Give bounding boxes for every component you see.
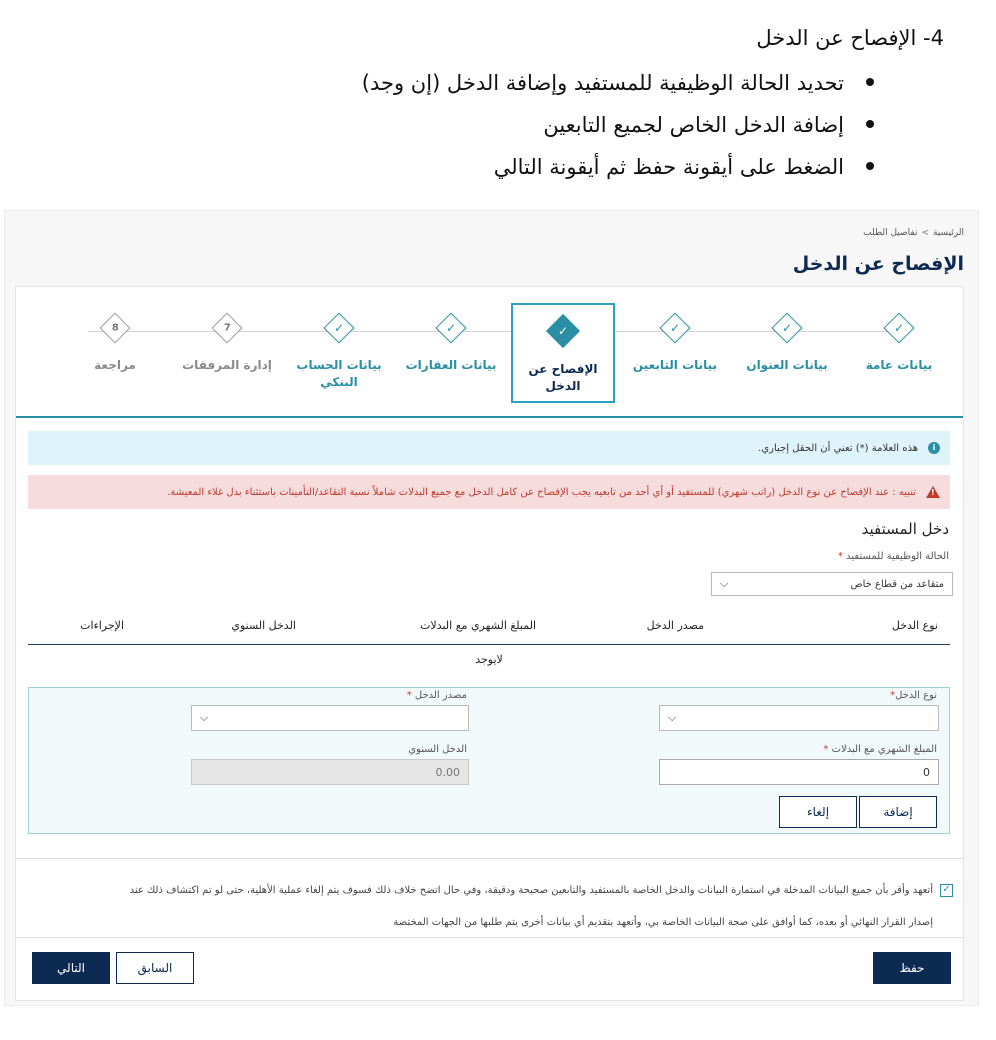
add-income-button[interactable]: إضافة (859, 796, 937, 828)
pledge-text-line-1: أتعهد وأقر بأن جميع البيانات المدخلة في استمارة البيانات والدخل الخاصة بالمستفيد والتابعين صحيحة ودقيقة، وفي حال اتضح خلاف ذلك فسوف يتم إلغاء عملية الأهلية، حتى لو تم اكتشاف ذلك عند (129, 885, 933, 896)
step-label: بيانات العنوان (746, 358, 828, 372)
step-check-icon: ✓ (546, 314, 580, 348)
warning-text: تنبيه : عند الإفصاح عن نوع الدخل (راتب شهري) للمستفيد أو أي أحد من تابعيه يجب الإفصاح عن كامل الدخل مع جميع البدلات شاملاً نسبة التقاعد/التأمينات باستثناء بدل غلاء المعيشة. (167, 486, 916, 498)
column-income-source: مصدر الدخل (646, 619, 704, 632)
breadcrumb (863, 228, 964, 238)
step-label: بيانات عامة (865, 358, 933, 372)
form-card (15, 286, 964, 1001)
column-annual-income: الدخل السنوي (231, 619, 296, 632)
app-screenshot (4, 210, 979, 1006)
required-fields-info (28, 431, 950, 465)
step-label: مراجعة (94, 358, 136, 372)
income-source-select[interactable] (191, 705, 469, 731)
instructions-heading: 4- الإفصاح عن الدخل (756, 26, 944, 50)
step-attachments[interactable] (175, 303, 279, 374)
monthly-amount-input[interactable]: 0 (659, 759, 939, 785)
employment-status-select[interactable]: متقاعد من قطاع خاص ⌵ (711, 572, 953, 596)
bullet-icon (866, 78, 874, 86)
step-check-icon: ✓ (771, 312, 802, 343)
chevron-down-icon: ⌵ (720, 577, 729, 590)
chevron-down-icon: ⌵ (668, 711, 677, 724)
divider (16, 858, 963, 859)
pledge-checkbox[interactable]: ✓ (940, 884, 953, 897)
column-monthly-amount: المبلغ الشهري مع البدلات (420, 619, 536, 632)
income-warning (28, 475, 950, 509)
step-label: الإفصاح عن الدخل (528, 362, 598, 393)
instructions-list (244, 62, 874, 188)
column-income-type: نوع الدخل (891, 619, 938, 632)
step-label: بيانات الحساب البنكي (296, 358, 382, 389)
page-title: الإفصاح عن الدخل (792, 253, 964, 275)
step-label: إدارة المرفقات (182, 358, 272, 372)
previous-button[interactable]: السابق (116, 952, 194, 984)
info-text: هذه العلامة (*) تعني أن الحقل إجباري. (758, 442, 918, 454)
breadcrumb-separator: > (921, 228, 929, 238)
annual-income-label: الدخل السنوي (408, 744, 467, 755)
income-type-select[interactable] (659, 705, 939, 731)
cancel-income-button[interactable]: إلغاء (779, 796, 857, 828)
step-number-icon: 7 (211, 312, 242, 343)
column-actions: الإجراءات (80, 619, 124, 632)
step-dependents[interactable] (623, 303, 727, 374)
step-review[interactable] (63, 303, 167, 374)
step-check-icon: ✓ (435, 312, 466, 343)
step-bank-account[interactable] (287, 303, 391, 391)
instruction-item: الضغط على أيقونة حفظ ثم أيقونة التالي (244, 146, 874, 188)
annual-income-input: 0.00 (191, 759, 469, 785)
pledge-checkbox-row (38, 875, 953, 939)
step-label: بيانات التابعين (632, 358, 718, 372)
step-check-icon: ✓ (883, 312, 914, 343)
instructions (244, 22, 944, 188)
step-label: بيانات العقارات (405, 358, 497, 372)
divider (16, 937, 963, 938)
bullet-icon (866, 162, 874, 170)
instruction-item: تحديد الحالة الوظيفية للمستفيد وإضافة الدخل (إن وجد) (244, 62, 874, 104)
table-empty-state: لايوجد (475, 653, 503, 666)
pledge-text-line-2: إصدار القرار النهائي أو بعده، كما أوافق على صحة البيانات الخاصة بي، وأتعهد بتقديم أي بيانات أخرى يتم طلبها من الجهات المختصة (393, 917, 933, 928)
step-income-disclosure[interactable] (511, 303, 615, 403)
income-source-label: مصدر الدخل * (406, 690, 467, 701)
income-type-label: نوع الدخل* (890, 690, 937, 701)
breadcrumb-current: تفاصيل الطلب (863, 228, 918, 238)
income-table-header (28, 617, 950, 645)
step-check-icon: ✓ (659, 312, 690, 343)
chevron-down-icon: ⌵ (200, 711, 209, 724)
monthly-amount-label: المبلغ الشهري مع البدلات * (823, 744, 937, 755)
info-icon: i (928, 442, 940, 454)
add-income-form (28, 687, 950, 834)
step-address[interactable] (735, 303, 839, 374)
wizard-stepper (16, 287, 963, 418)
next-button[interactable]: التالي (32, 952, 110, 984)
section-title: دخل المستفيد (861, 520, 949, 538)
instruction-item: إضافة الدخل الخاص لجميع التابعين (244, 104, 874, 146)
step-general-info[interactable] (847, 303, 951, 374)
save-button[interactable]: حفظ (873, 952, 951, 984)
step-number-icon: 8 (99, 312, 130, 343)
step-check-icon: ✓ (323, 312, 354, 343)
step-real-estate[interactable] (399, 303, 503, 374)
employment-status-label: الحالة الوظيفية للمستفيد * (837, 551, 949, 562)
warning-icon: ! (926, 486, 940, 498)
bullet-icon (866, 120, 874, 128)
breadcrumb-home[interactable]: الرئيسية (933, 228, 964, 238)
